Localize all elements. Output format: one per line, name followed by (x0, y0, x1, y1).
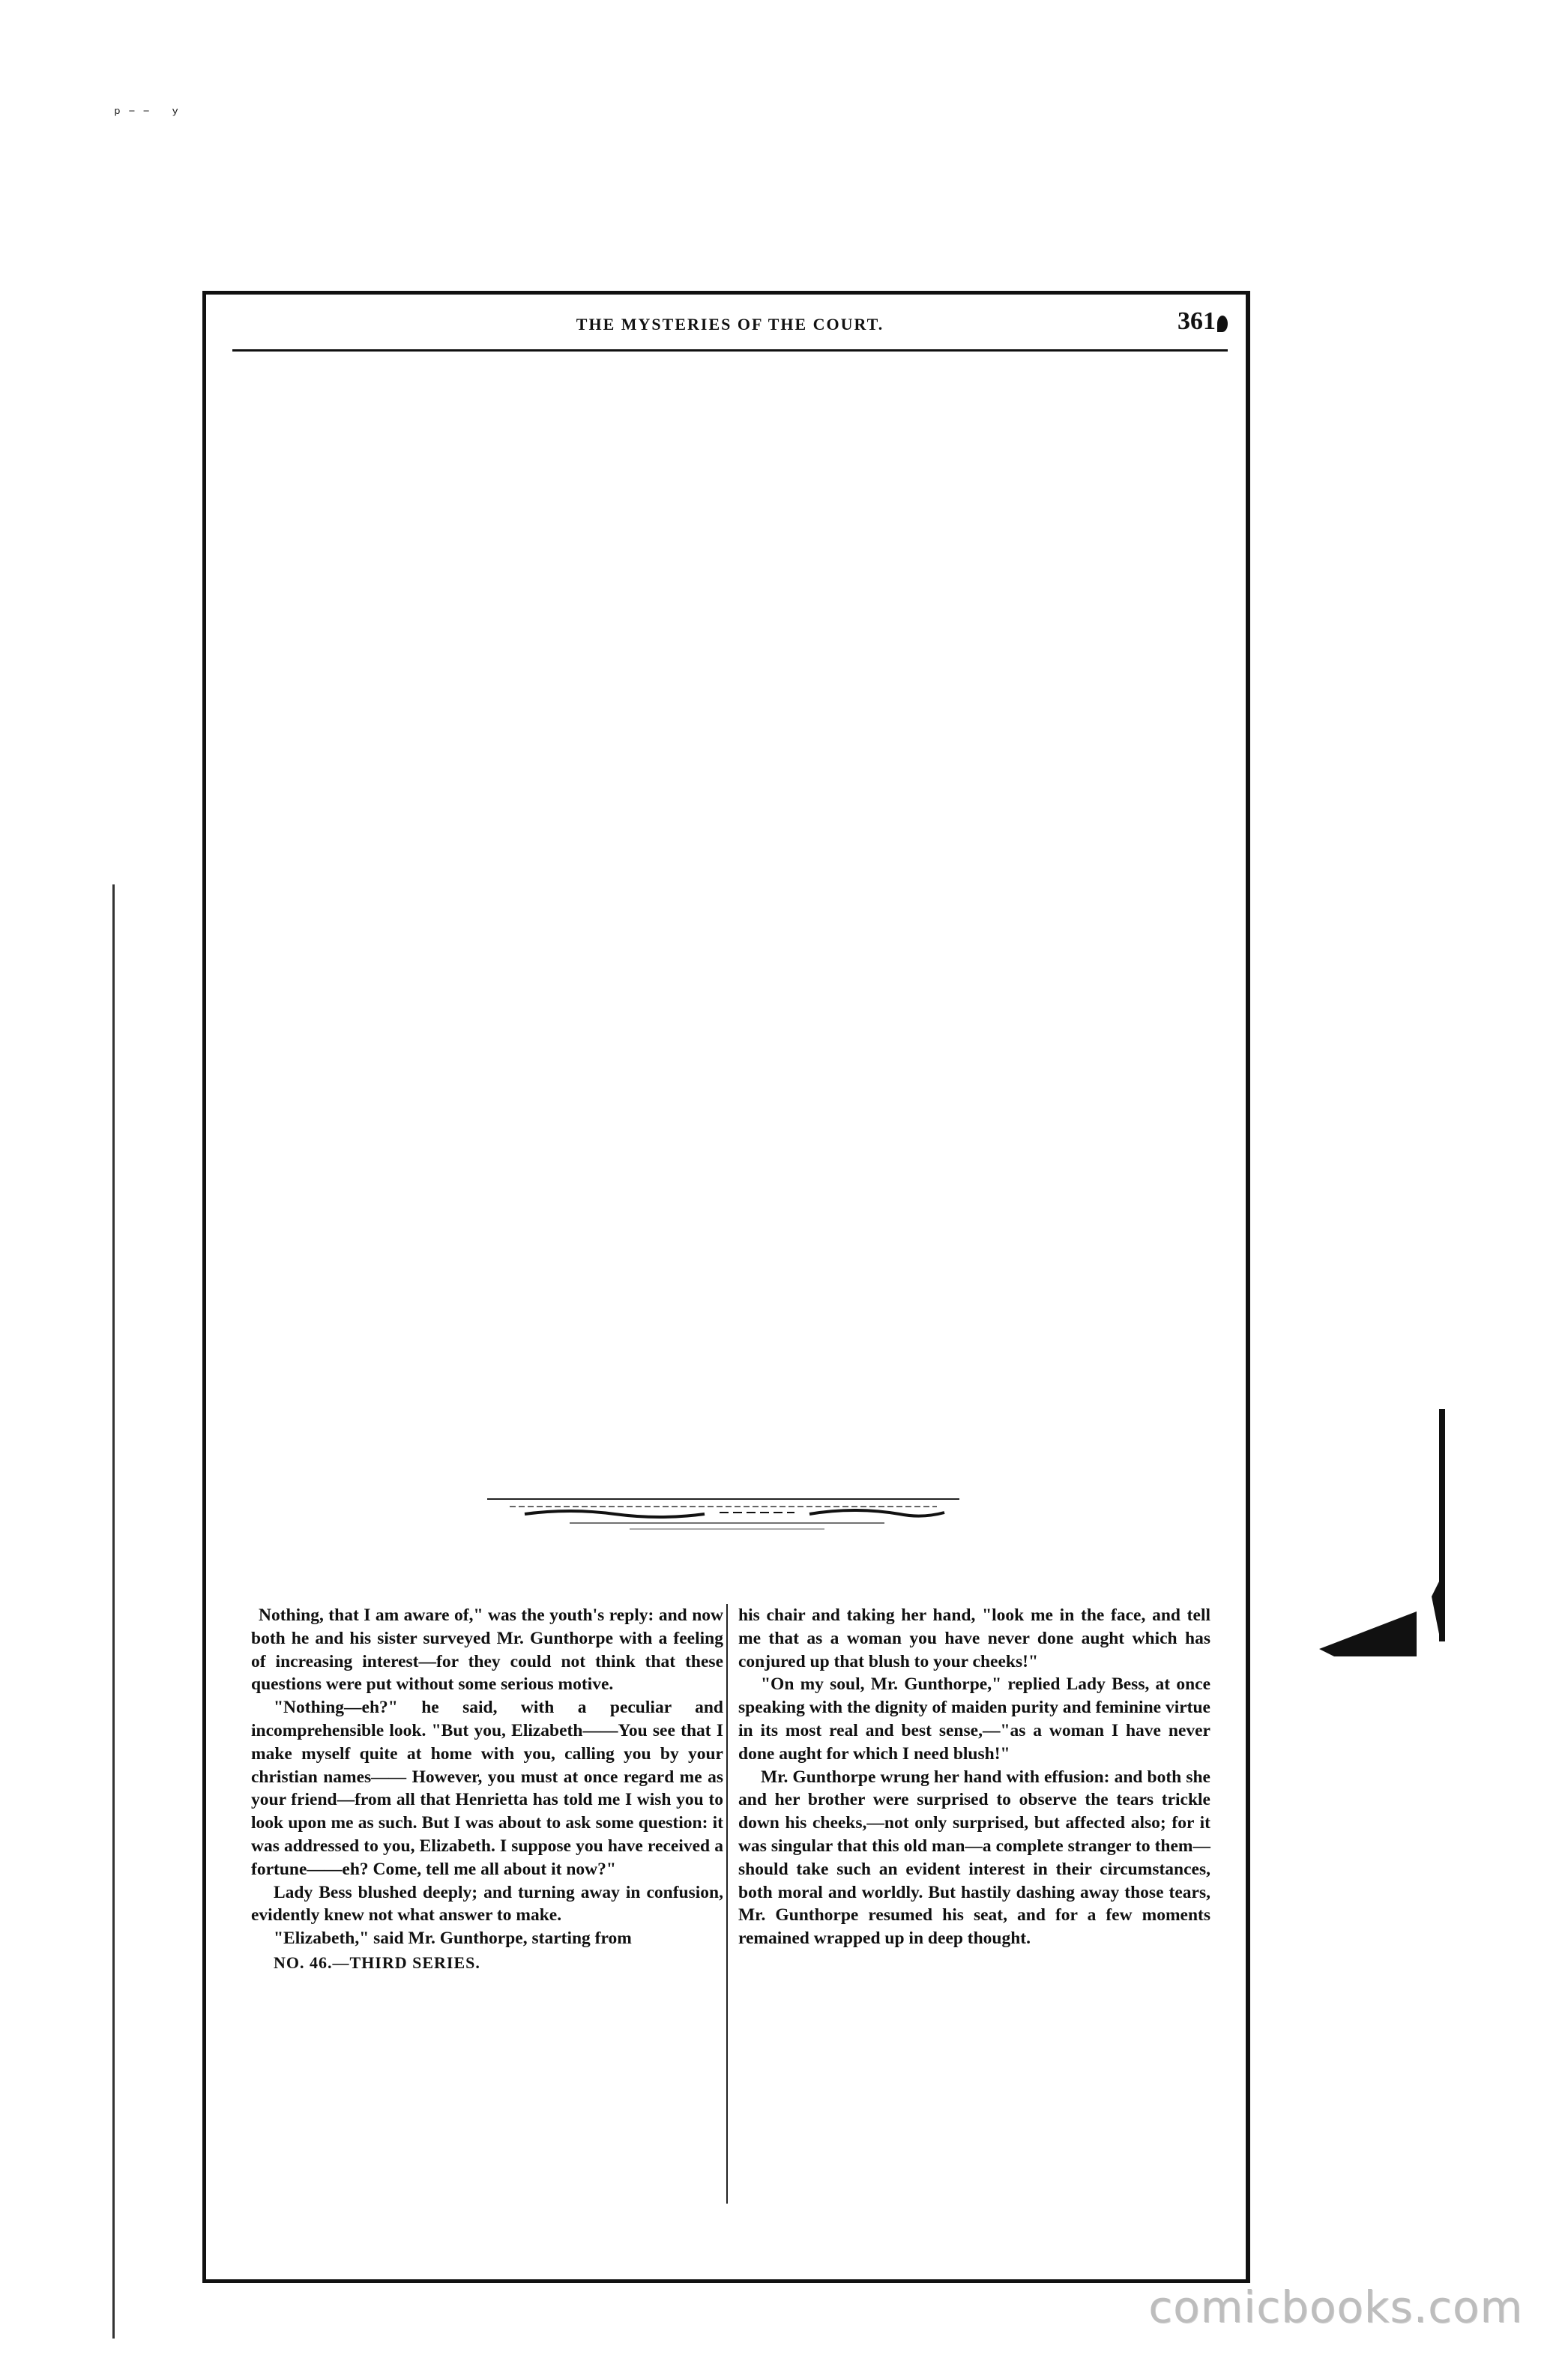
blank-illustration-area (232, 360, 1228, 1484)
ornament-divider (480, 1490, 967, 1535)
paragraph: Mr. Gunthorpe wrung her hand with effusion: and both she and her brother were surprised to observe the tears trickle down his cheeks,—not only surprised, but affected also; for it was singular that this old man—a complete stranger to them—should take such an evident interest in their circumstances, both moral and worldly. But hastily dashing away those tears, Mr. Gunthorpe resumed his seat, and for a few moments remained wrapped up in deep thought. (738, 1767, 1210, 1949)
paragraph: "Nothing—eh?" he said, with a peculiar and incomprehensible look. "But you, Elizabeth——You see that I make myself quite at home with you, calling you by your christian names—— However, you must at once regard me as your friend—from all that Henrietta has told me I wish you to look upon me as such. But I was about to ask some question: it was addressed to you, Elizabeth. I suppose you have received a fortune——eh? Come, tell me all about it now?" (251, 1698, 723, 1879)
right-column (738, 1604, 1210, 1950)
scan-edge-line (112, 884, 115, 2339)
page-header (232, 307, 1228, 348)
left-column (251, 1604, 723, 1975)
paragraph: Nothing, that I am aware of," was the youth's reply: and now both he and his sister surveyed Mr. Gunthorpe with a feeling of increasing interest—for they could not think that these questions were put without some serious motive. (251, 1605, 723, 1695)
watermark-logo: comicbooks.com (1148, 2282, 1523, 2333)
column-divider (726, 1604, 728, 2204)
header-rule (232, 349, 1228, 352)
page-number: 361 (1177, 307, 1228, 336)
text-columns (251, 1604, 1233, 2249)
paragraph: "On my soul, Mr. Gunthorpe," replied Lady Bess, at once speaking with the dignity of maiden purity and feminine virtue in its most real and best sense,—"as a woman I have never done aught for which I need blush!" (738, 1674, 1210, 1764)
running-title: THE MYSTERIES OF THE COURT. (576, 315, 884, 334)
scan-corner-artifact (1304, 1409, 1454, 1694)
paragraph: Lady Bess blushed deeply; and turning away in confusion, evidently knew not what answer to make. (251, 1882, 723, 1926)
scan-artifact-marks: ᵖ⁻⁻ ʸ (112, 105, 185, 124)
paragraph: "Elizabeth," said Mr. Gunthorpe, starting from (274, 1929, 632, 1949)
paragraph: his chair and taking her hand, "look me in the face, and tell me that as a woman you have never done aught which has conjured up that blush to your cheeks!" (738, 1605, 1210, 1671)
series-note: NO. 46.—THIRD SERIES. (274, 1953, 480, 1972)
